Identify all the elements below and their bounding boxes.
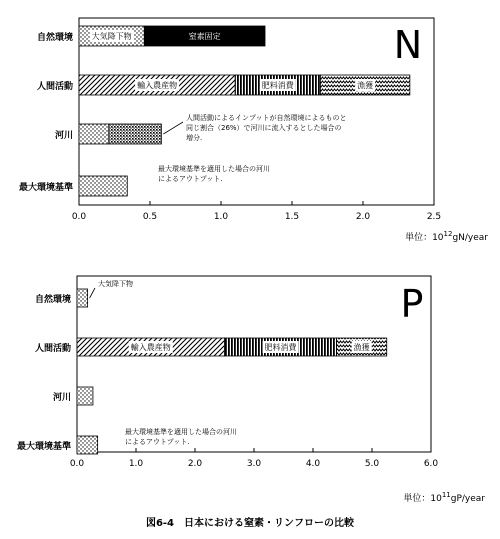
x-tick-label: 3.0 — [246, 459, 262, 469]
x-tick-label: 2.5 — [426, 212, 442, 222]
segment-label: 肥料消費 — [264, 343, 297, 352]
annotation-text: 同じ割合（26%）で河川に流入するとした場合の — [186, 124, 342, 132]
panel-letter: P — [400, 282, 424, 326]
annotation-arrow — [90, 288, 95, 298]
category-label: 人間活動 — [36, 82, 73, 92]
bar-segment — [79, 124, 109, 144]
x-tick-label: 1.0 — [213, 212, 229, 222]
annotation-text: によるアウトプット. — [125, 438, 190, 446]
segment-label: 輸入農産物 — [137, 81, 178, 90]
bar-segment — [109, 124, 162, 144]
annotation-arrow — [163, 122, 183, 134]
annotation-text: 最大環境基準を適用した場合の河川 — [158, 165, 270, 173]
annotation-text: 増分. — [186, 134, 203, 142]
panel-letter: N — [393, 23, 423, 67]
segment-label: 肥料消費 — [261, 81, 294, 90]
bar-segment — [79, 176, 127, 196]
annotation-text: 人間活動によるインプットが自然環境によるものと — [186, 114, 347, 122]
segment-label: 大気降下物 — [91, 32, 132, 41]
x-tick-label: 5.0 — [364, 459, 380, 469]
x-tick-label: 2.0 — [187, 459, 203, 469]
category-label: 河川 — [52, 393, 71, 403]
unit-label: 単位：$10^{12}gN$/year — [405, 230, 488, 243]
bar-segment — [77, 387, 93, 405]
figure-caption: 図6-4 日本における窒素・リンフローの比較 — [145, 518, 355, 529]
bar-segment — [77, 289, 88, 307]
annotation-text: 最大環境基準を適用した場合の河川 — [125, 428, 237, 436]
category-label: 河川 — [54, 131, 73, 141]
category-label: 人間活動 — [34, 344, 71, 354]
phosphorus-chart — [17, 276, 485, 504]
plot-frame — [77, 276, 431, 452]
unit-label: 単位：$10^{11}gP$/year — [403, 491, 485, 504]
category-label: 自然環境 — [36, 33, 73, 43]
segment-label: 輸入農産物 — [130, 343, 171, 352]
x-tick-label: 4.0 — [305, 459, 321, 469]
x-tick-label: 2.0 — [355, 212, 371, 222]
category-label: 最大環境基準 — [18, 183, 73, 193]
segment-label: 漁獲 — [357, 81, 374, 90]
x-tick-label: 1.5 — [284, 212, 300, 222]
segment-label: 窒素固定 — [188, 32, 221, 41]
nitrogen-chart — [19, 18, 488, 243]
x-tick-label: 6.0 — [423, 459, 439, 469]
x-tick-label: 0.0 — [71, 212, 87, 222]
segment-label: 漁獲 — [353, 343, 370, 352]
bar-segment — [77, 436, 98, 454]
category-label: 最大環境基準 — [16, 442, 71, 452]
annotation-text: によるアウトプット. — [158, 175, 223, 183]
x-tick-label: 1.0 — [128, 459, 144, 469]
x-tick-label: 0.5 — [142, 212, 158, 222]
annotation-text: 大気降下物 — [98, 280, 133, 288]
category-label: 自然環境 — [34, 295, 71, 305]
x-tick-label: 0.0 — [69, 459, 85, 469]
